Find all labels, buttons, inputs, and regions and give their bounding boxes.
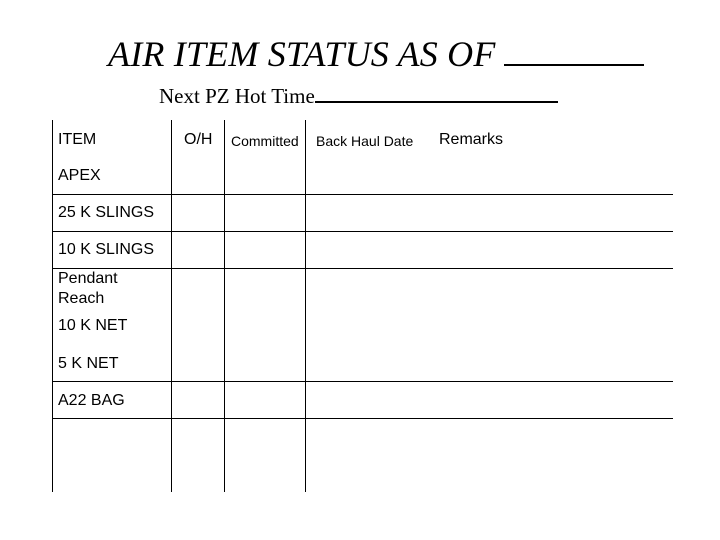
header-back-haul-date: Back Haul Date [316, 133, 414, 149]
row-divider [52, 194, 673, 195]
row-divider [52, 381, 673, 382]
subtitle [159, 82, 558, 109]
column-divider-committed [224, 120, 225, 492]
page-title [108, 30, 644, 76]
table-row-item-line1: Pendant [58, 270, 118, 287]
table-row-item: A22 BAG [58, 392, 125, 409]
table-row-item-line2: Reach [58, 290, 105, 307]
column-divider-backhaul [305, 120, 306, 492]
subtitle-text: Next PZ Hot Time [159, 84, 315, 108]
table-row-item: 25 K SLINGS [58, 204, 155, 221]
table-border-left [52, 120, 53, 492]
table-row-item: 10 K NET [58, 317, 128, 334]
table-row-item: APEX [58, 167, 101, 184]
column-divider-oh [171, 120, 172, 492]
row-divider [52, 418, 673, 419]
header-remarks: Remarks [439, 131, 504, 148]
hot-time-blank-line [315, 82, 558, 103]
header-item: ITEM [58, 131, 97, 148]
table-row-item: 10 K SLINGS [58, 241, 155, 258]
row-divider [52, 268, 673, 269]
header-on-hand: O/H [184, 131, 213, 148]
page-title-text: AIR ITEM STATUS AS OF [108, 34, 496, 74]
row-divider [52, 231, 673, 232]
table-row-item: 5 K NET [58, 355, 119, 372]
date-blank-line [504, 30, 644, 66]
header-committed: Committed [231, 133, 299, 149]
